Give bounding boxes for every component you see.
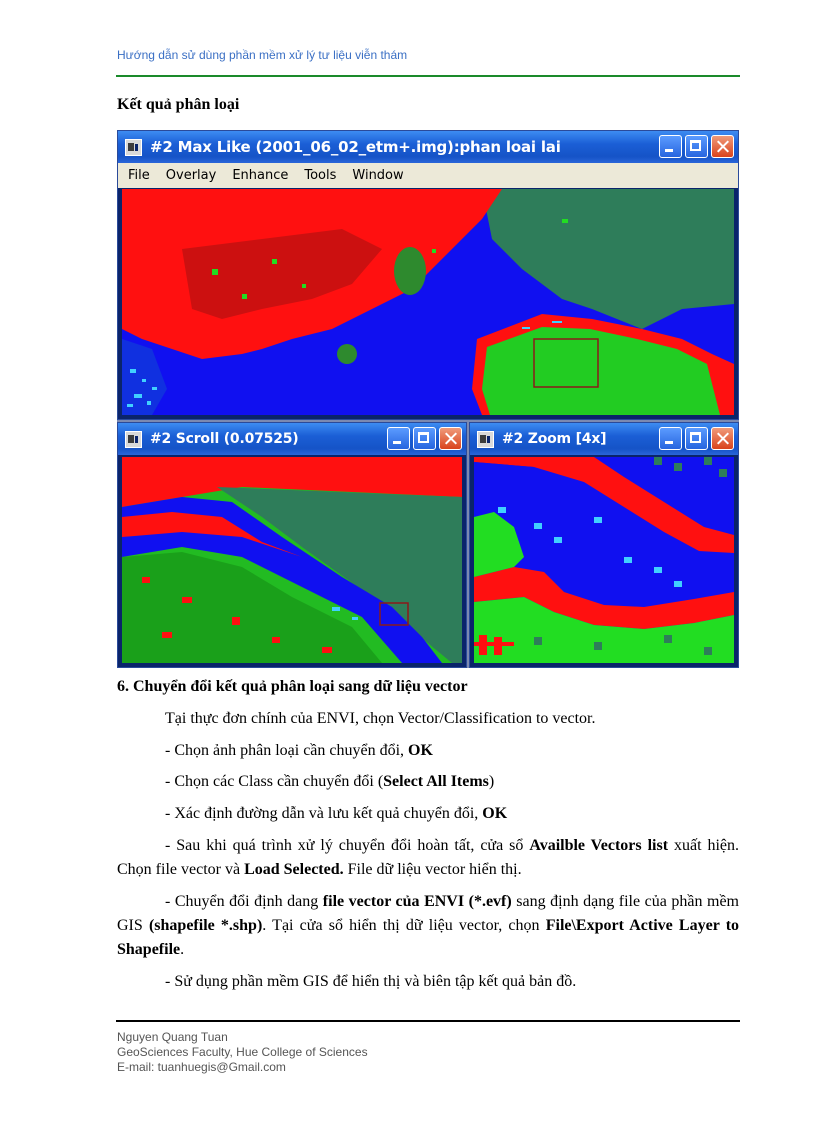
menu-bar xyxy=(118,163,738,188)
close-button[interactable] xyxy=(711,427,734,450)
zoom-image[interactable] xyxy=(474,457,734,663)
header-rule xyxy=(116,75,740,77)
window-icon xyxy=(125,139,142,156)
minimize-button[interactable] xyxy=(659,427,682,450)
p6-tail: . xyxy=(180,941,185,958)
menu-window[interactable]: Window xyxy=(352,168,404,183)
footer-author: Nguyen Quang Tuan xyxy=(117,1030,228,1044)
paragraph-2 xyxy=(117,739,739,763)
close-button[interactable] xyxy=(711,135,734,158)
window-icon xyxy=(477,431,494,448)
envi-screenshot xyxy=(117,130,739,668)
zoom-window-titlebar[interactable] xyxy=(470,423,738,455)
p6-text: - Chuyển đổi định dang xyxy=(165,893,323,910)
p3-bold: Select All Items xyxy=(383,773,489,790)
paragraph-5 xyxy=(117,834,739,882)
menu-tools[interactable]: Tools xyxy=(304,168,337,183)
p2-bold: OK xyxy=(408,742,433,759)
menu-enhance[interactable]: Enhance xyxy=(232,168,289,183)
scroll-window-titlebar[interactable] xyxy=(118,423,466,455)
zoom-window-title: #2 Zoom [4x] xyxy=(502,431,607,447)
p1-text: Tại thực đơn chính của ENVI, chọn Vector/Classification to vector. xyxy=(165,710,596,727)
main-window-title: #2 Max Like (2001_06_02_etm+.img):phan loai lai xyxy=(150,138,561,156)
p5-text-2: xuất hiện. Chọn file vector và xyxy=(117,837,740,878)
menu-file[interactable]: File xyxy=(128,168,150,183)
maximize-button[interactable] xyxy=(685,135,708,158)
footer-email: E-mail: tuanhuegis@Gmail.com xyxy=(117,1060,286,1074)
p4-bold: OK xyxy=(482,805,508,822)
maximize-button[interactable] xyxy=(685,427,708,450)
zoom-window xyxy=(469,422,739,668)
p6-bold-2: (shapefile *.shp) xyxy=(148,917,263,934)
p5-text-3: File dữ liệu vector hiển thị. xyxy=(343,861,522,878)
footer-affiliation: GeoSciences Faculty, Hue College of Sciences xyxy=(117,1045,368,1059)
close-button[interactable] xyxy=(439,427,462,450)
p5-bold-1: Availble Vectors list xyxy=(529,837,669,854)
paragraph-1 xyxy=(117,707,739,731)
p6-bold-3: File\Export Active Layer to Shapefile xyxy=(117,917,740,958)
maximize-button[interactable] xyxy=(413,427,436,450)
running-header: Hướng dẫn sử dùng phần mềm xử lý tư liệu viễn thám xyxy=(117,48,408,62)
minimize-button[interactable] xyxy=(387,427,410,450)
menu-overlay[interactable]: Overlay xyxy=(165,168,217,183)
footer-rule xyxy=(116,1020,740,1022)
paragraph-4 xyxy=(117,802,739,826)
main-window-titlebar[interactable] xyxy=(118,131,738,163)
scroll-window xyxy=(117,422,467,668)
footer xyxy=(117,1030,368,1075)
main-window xyxy=(117,130,739,420)
p3-text: - Chọn các Class cần chuyển đổi ( xyxy=(165,773,384,790)
window-icon xyxy=(125,431,142,448)
p6-text-3: . Tại cửa sổ hiển thị dữ liệu vector, chọn xyxy=(262,917,546,934)
p4-text: - Xác định đường dẫn và lưu kết quả chuyển đổi, xyxy=(165,805,483,822)
p6-text-2: sang định dạng file của phần mềm GIS xyxy=(117,893,739,934)
p5-bold-2: Load Selected. xyxy=(244,861,344,878)
p3-tail: ) xyxy=(488,773,495,790)
classification-image[interactable] xyxy=(122,189,734,415)
section-6-heading: 6. Chuyển đổi kết quả phân loại sang dữ liệu vector xyxy=(117,678,468,695)
p5-text: - Sau khi quá trình xử lý chuyển đổi hoàn tất, cửa sổ xyxy=(165,837,530,854)
paragraph-6 xyxy=(117,890,739,962)
section-title: Kết quả phân loại xyxy=(117,96,240,113)
p6-bold-1: file vector của ENVI (*.evf) xyxy=(322,893,512,910)
paragraph-7 xyxy=(117,970,739,994)
p2-text: - Chọn ảnh phân loại cần chuyển đổi, xyxy=(165,742,409,759)
p7-text: - Sử dụng phần mềm GIS để hiển thị và biên tập kết quả bản đồ. xyxy=(165,973,577,990)
minimize-button[interactable] xyxy=(659,135,682,158)
scroll-window-title: #2 Scroll (0.07525) xyxy=(150,431,299,447)
paragraph-3 xyxy=(117,770,739,794)
scroll-image[interactable] xyxy=(122,457,462,663)
